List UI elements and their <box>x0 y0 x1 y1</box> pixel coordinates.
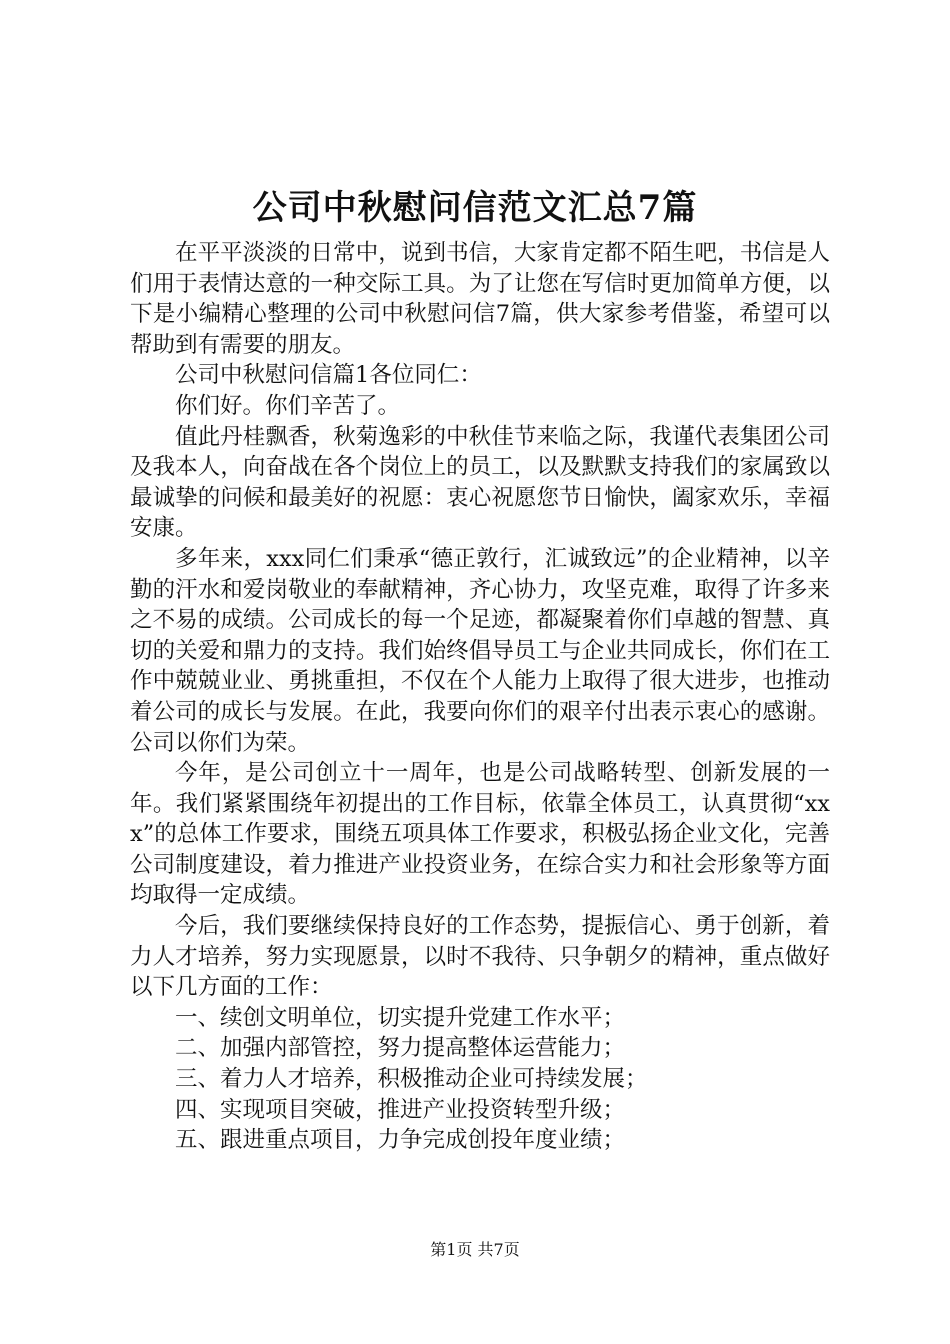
document-title: 公司中秋慰问信范文汇总7篇 <box>252 188 698 228</box>
paragraph-years-review: 多年来，xxx同仁们秉承“德正敦行，汇诚致远”的企业精神，以辛勤的汗水和爱岗敬业的奉献精神，齐心协力，攻坚克难，取得了许多来之不易的成绩。公司成长的每一个足迹，都凝聚着你们卓越的智慧、真切的关爱和鼎力的支持。我们始终倡导员工与企业共同成长，你们在工作中兢兢业业、勇挑重担，不仅在个人能力上取得了很大进步，也推动着公司的成长与发展。在此，我要向你们的艰辛付出表示衷心的感谢。公司以你们为荣。 <box>130 545 830 756</box>
paragraph-future-plans: 今后，我们要继续保持良好的工作态势，提振信心、勇于创新，着力人才培养，努力实现愿景，以时不我待、只争朝夕的精神，重点做好以下几方面的工作： <box>130 913 830 1001</box>
document-body <box>130 238 830 1156</box>
list-item-task-5: 五、跟进重点项目，力争完成创投年度业绩； <box>175 1127 626 1154</box>
list-item-task-3: 三、着力人才培养，积极推动企业可持续发展； <box>175 1066 648 1093</box>
page-footer <box>0 1240 950 1260</box>
paragraph-intro: 在平平淡淡的日常中，说到书信，大家肯定都不陌生吧，书信是人们用于表情达意的一种交际工具。为了让您在写信时更加简单方便，以下是小编精心整理的公司中秋慰问信7篇，供大家参考借鉴，希望可以帮助到有需要的朋友。 <box>130 240 830 358</box>
list-item-task-2: 二、加强内部管控，努力提高整体运营能力； <box>175 1035 626 1062</box>
paragraph-greeting: 你们好。你们辛苦了。 <box>175 392 401 419</box>
paragraph-festival-wishes: 值此丹桂飘香，秋菊逸彩的中秋佳节来临之际，我谨代表集团公司及我本人，向奋战在各个岗位上的员工，以及默默支持我们的家属致以最诚挚的问候和最美好的祝愿：衷心祝愿您节日愉快，阖家欢乐，幸福安康。 <box>130 423 830 542</box>
paragraph-this-year: 今年，是公司创立十一周年，也是公司战略转型、创新发展的一年。我们紧紧围绕年初提出的工作目标，依靠全体员工，认真贯彻“xxx”的总体工作要求，围绕五项具体工作要求，积极弘扬企业文化，完善公司制度建设，着力推进产业投资业务，在综合实力和社会形象等方面均取得一定成绩。 <box>130 760 830 909</box>
page-number-indicator: 第1页 共7页 <box>430 1240 520 1259</box>
paragraph-letter-heading: 公司中秋慰问信篇1各位同仁： <box>175 362 482 389</box>
list-item-task-1: 一、续创文明单位，切实提升党建工作水平； <box>175 1004 626 1031</box>
list-item-task-4: 四、实现项目突破，推进产业投资转型升级； <box>175 1096 626 1123</box>
